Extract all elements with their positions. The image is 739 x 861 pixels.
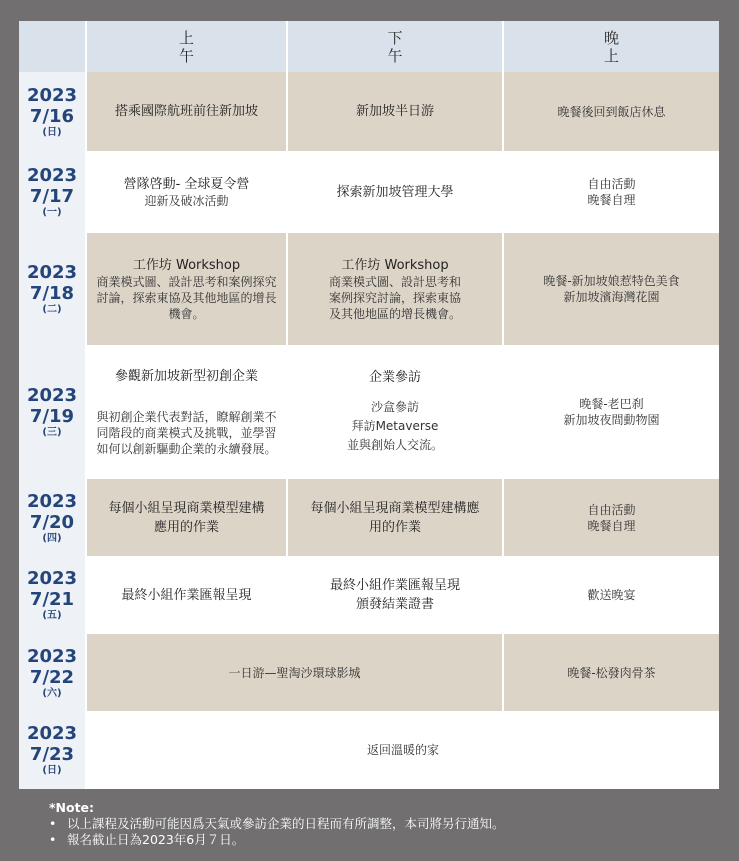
evening-cell (503, 72, 719, 151)
year-label: 2023 (26, 723, 78, 744)
evening-line: 晚餐-新加坡娘惹特色美食 (543, 274, 680, 288)
activity-title: 最終小組作業匯報呈現 頒發結業證書 (329, 578, 460, 612)
evening-line: 自由活動 (587, 177, 636, 191)
afternoon-cell (287, 151, 503, 233)
activity-title: 新加坡半日游 (355, 104, 434, 119)
morning-cell (86, 72, 287, 151)
date-cell (19, 72, 86, 151)
activity-title: 最終小組作業匯報呈現 (121, 587, 252, 603)
activity-title: 工作坊 Workshop (341, 257, 449, 273)
note-item (49, 832, 729, 848)
day-row-0716 (19, 72, 719, 151)
evening-cell (503, 479, 719, 556)
date-cell (19, 634, 86, 711)
allday-cell (86, 711, 719, 789)
day-row-0722 (19, 634, 719, 711)
day-row-0721 (19, 556, 719, 634)
activity-title: 每個小組呈現商業模型建構應 用的作業 (310, 500, 480, 535)
date-cell (19, 556, 86, 634)
morning-cell (86, 479, 287, 556)
evening-line: 新加坡夜間動物園 (563, 413, 660, 427)
date-cell (19, 479, 86, 556)
activity-detail: 與初創企業代表對話，瞭解創業不 同階段的商業模式及挑戰，並學習 如何以創新驅動企業的永續發展。 (96, 409, 277, 456)
year-label: 2023 (26, 262, 78, 283)
afternoon-cell (287, 556, 503, 634)
evening-cell (503, 345, 719, 479)
weekday-label: (五) (42, 610, 62, 621)
afternoon-cell (287, 233, 503, 345)
activity-detail: 沙盒參訪 拜訪Metaverse 並與創始人交流。 (346, 400, 443, 452)
year-label: 2023 (26, 84, 78, 106)
evening-line: 晚餐-松發肉骨茶 (567, 665, 656, 680)
activity-title: 探索新加坡管理大學 (336, 184, 454, 200)
header-morning: 上 午 (86, 21, 287, 72)
header-date-cell (19, 21, 86, 72)
header-evening: 晚 上 (503, 21, 719, 72)
year-label: 2023 (26, 645, 78, 667)
note-text: 報名截止日為2023年6月７日。 (67, 832, 245, 847)
activity-title: 返回溫暖的家 (366, 743, 439, 757)
activity-detail: 迎新及破冰活動 (144, 193, 229, 208)
weekday-label: (三) (42, 427, 62, 438)
notes-section (49, 800, 729, 848)
morning-cell (86, 345, 287, 479)
weekday-label: (二) (42, 304, 62, 315)
afternoon-cell (287, 345, 503, 479)
evening-cell (503, 233, 719, 345)
date-label: 7/16 (29, 105, 75, 127)
schedule-table (19, 21, 719, 789)
year-label: 2023 (26, 490, 78, 512)
weekday-label: (六) (42, 687, 62, 699)
weekday-label: (日) (42, 765, 62, 776)
bullet: • (49, 816, 57, 831)
notes-title: *Note: (49, 800, 95, 815)
activity-title: 營隊啓動- 全球夏令營 (123, 176, 250, 192)
activity-title: 工作坊 Workshop (132, 257, 241, 273)
date-label: 7/21 (29, 589, 75, 610)
day-row-0719 (19, 345, 719, 479)
date-label: 7/17 (29, 186, 75, 207)
daytime-cell (86, 634, 503, 711)
date-label: 7/18 (29, 283, 75, 304)
weekday-label: (日) (42, 126, 62, 138)
date-cell (19, 151, 86, 233)
date-label: 7/23 (29, 744, 75, 765)
activity-title: 搭乘國際航班前往新加坡 (114, 104, 258, 119)
date-label: 7/22 (29, 666, 75, 688)
activity-detail: 商業模式圖、設計思考和案例探究 討論，探索東協及其他地區的增長 機會。 (96, 274, 277, 321)
header-row (19, 21, 719, 72)
weekday-label: (四) (42, 532, 62, 544)
activity-title: 參觀新加坡新型初創企業 (114, 368, 258, 384)
year-label: 2023 (26, 165, 78, 186)
activity-title: 一日游—聖淘沙環球影城 (228, 665, 361, 680)
day-row-0720 (19, 479, 719, 556)
morning-cell (86, 151, 287, 233)
weekday-label: (一) (42, 207, 62, 218)
activity-title: 每個小組呈現商業模型建構 應用的作業 (108, 500, 265, 535)
activity-title: 企業參訪 (368, 370, 421, 385)
morning-cell (86, 233, 287, 345)
date-cell (19, 345, 86, 479)
note-text: 以上課程及活動可能因爲天氣或參訪企業的日程而有所調整，本司將另行通知。 (67, 816, 505, 831)
day-row-0718 (19, 233, 719, 345)
date-cell (19, 233, 86, 345)
evening-cell (503, 556, 719, 634)
note-item (49, 816, 729, 832)
date-label: 7/19 (29, 406, 75, 427)
day-row-0717 (19, 151, 719, 233)
bullet: • (49, 832, 57, 847)
year-label: 2023 (26, 385, 78, 406)
afternoon-cell (287, 72, 503, 151)
morning-cell (86, 556, 287, 634)
evening-line: 晚餐自理 (587, 193, 636, 207)
year-label: 2023 (26, 568, 78, 589)
evening-line: 晚餐後回到飯店休息 (557, 104, 666, 119)
evening-line: 歡送晚宴 (587, 588, 636, 602)
evening-line: 晚餐自理 (587, 518, 636, 533)
evening-line: 自由活動 (587, 502, 636, 517)
date-label: 7/20 (29, 511, 75, 533)
schedule-frame (19, 21, 719, 789)
evening-cell (503, 634, 719, 711)
activity-detail: 商業模式圖、設計思考和 案例探究討論，探索東協 及其他地區的增長機會。 (328, 274, 461, 321)
evening-line: 新加坡濱海灣花園 (563, 290, 660, 304)
date-cell (19, 711, 86, 789)
afternoon-cell (287, 479, 503, 556)
header-afternoon: 下 午 (287, 21, 503, 72)
evening-line: 晚餐-老巴刹 (579, 397, 644, 411)
day-row-0723 (19, 711, 719, 789)
evening-cell (503, 151, 719, 233)
